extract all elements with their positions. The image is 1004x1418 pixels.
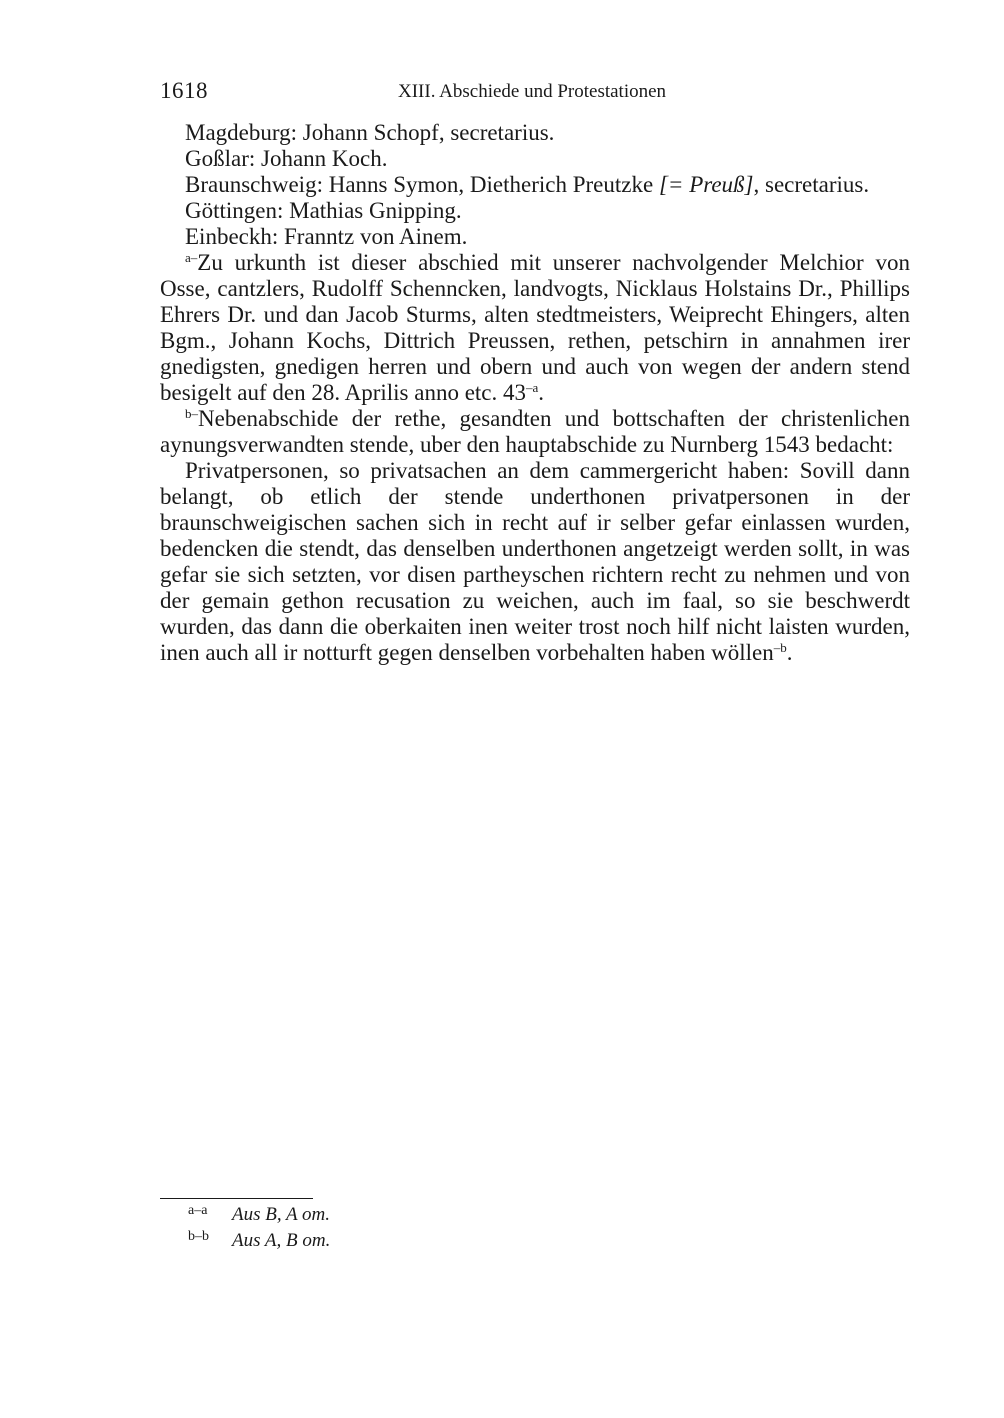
signatory-text: , secretarius. xyxy=(753,172,870,197)
punctuation: . xyxy=(538,380,545,405)
signatory-line: Goßlar: Johann Koch. xyxy=(185,146,388,171)
running-header xyxy=(160,78,910,108)
footnote-separator xyxy=(160,1198,313,1199)
variant-mark-close: –b xyxy=(773,640,787,655)
footnotes xyxy=(160,1202,910,1254)
signatory-text: Braunschweig: Hanns Symon, Dietherich Preutzke xyxy=(185,172,659,197)
paragraph-text: Nebenabschide der rethe, gesandten und bottschaften der christenlichen aynungsverwandten stende, uber den hauptabschide zu Nurnberg 1543 bedacht: xyxy=(160,406,910,457)
main-text xyxy=(160,120,910,666)
paragraph-nebenabschide xyxy=(160,406,910,458)
variant-mark-open: a– xyxy=(185,250,198,265)
editorial-bracket: [= xyxy=(658,172,690,197)
signatory-line: Einbeckh: Franntz von Ainem. xyxy=(185,224,468,249)
signatory-line: Göttingen: Mathias Gnipping. xyxy=(185,198,462,223)
variant-mark-close: –a xyxy=(526,380,539,395)
signatory-line: Magdeburg: Johann Schopf, secretarius. xyxy=(185,120,555,145)
editorial-name: Preuß xyxy=(689,172,745,197)
footnote-item xyxy=(160,1228,910,1254)
variant-mark-open: b– xyxy=(185,406,198,421)
footnote-text: Aus B, A om. xyxy=(232,1204,330,1225)
paragraph-text: Privatpersonen, so privatsachen an dem cammergericht haben: Sovill dann belangt, ob etlich der stende underthonen privatpersonen in der braunschweigischen sachen sich in recht auf ir selber gefar einlassen wurden, bedencken die stendt, das denselben underthonen angetzeigt werden sollt, in was gefar sie sich setzten, vor disen partheyschen richtern recht zu nehmen und von der gemain gethon recusation zu weichen, auch im faal, so sie beschwerdt wurden, das dann die oberkaiten inen weiter trost noch hilf nicht laisten wurden, inen auch all ir notturft gegen denselben vorbehalten haben wöllen xyxy=(160,458,910,665)
running-title: XIII. Abschiede und Protestationen xyxy=(398,81,667,102)
editorial-bracket: ] xyxy=(744,172,754,197)
footnote-mark: b–b xyxy=(188,1229,209,1244)
paragraph-text: Zu urkunth ist dieser abschied mit unserer nachvolgender Melchior von Osse, cantzlers, Rudolff Schenncken, landvogts, Nicklaus Holstains Dr., Phillips Ehrers Dr. und dan Jacob Sturms, alten stedtmeisters, Weiprecht Ehingers, alten Bgm., Johann Kochs, Dittrich Preussen, rethen, petschirn in annahmen irer gnedigsten, gnedigen herren und obern und auch von wegen der andern stend besigelt auf den 28. Aprilis anno etc. 43 xyxy=(160,250,910,405)
paragraph-sealing xyxy=(160,250,910,406)
punctuation: . xyxy=(786,640,793,665)
signatory-line xyxy=(160,172,910,198)
page-number: 1618 xyxy=(160,78,208,103)
editorial-note xyxy=(659,172,754,197)
footnote-item xyxy=(160,1202,910,1228)
footnote-mark: a–a xyxy=(188,1203,208,1218)
footnote-text: Aus A, B om. xyxy=(232,1230,331,1251)
paragraph-privatpersonen xyxy=(160,458,910,666)
